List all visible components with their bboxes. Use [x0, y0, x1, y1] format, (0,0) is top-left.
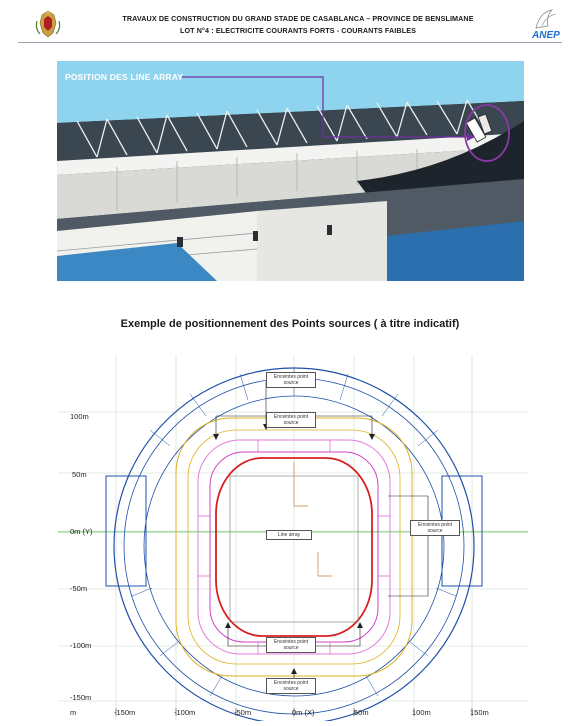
x-axis-label-m: m: [70, 708, 77, 717]
x-axis-label-100: 100m: [412, 708, 431, 717]
x-axis-label-minus100: -100m: [174, 708, 196, 717]
x-axis-label-minus50: -50m: [234, 708, 252, 717]
x-axis-label-0: 0m (X): [292, 708, 315, 717]
y-axis-label-100: 100m: [70, 412, 89, 421]
stadium-roof-rendering: [57, 61, 524, 281]
line-array-position-label: POSITION DES LINE ARRAY: [65, 72, 184, 82]
coat-of-arms-logo: [34, 9, 62, 39]
page-header: [18, 6, 562, 43]
callout-point-source-bottom1: Enceintes point source: [266, 637, 316, 653]
callout-point-source-bottom2: Enceintes point source: [266, 678, 316, 694]
x-axis-label-50: 50m: [354, 708, 369, 717]
callout-point-source-top2: Enceintes point source: [266, 412, 316, 428]
x-axis-label-150: 150m: [470, 708, 489, 717]
anep-emblem-icon: [522, 8, 570, 30]
y-axis-label-minus100: -100m: [70, 641, 92, 650]
y-axis-label-minus150: -150m: [70, 693, 92, 702]
callout-point-source-top1: Enceintes point source: [266, 372, 316, 388]
anep-logo-text: ANEP: [532, 30, 560, 41]
header-title-line1: TRAVAUX DE CONSTRUCTION DU GRAND STADE DE CASABLANCA – PROVINCE DE BENSLIMANE: [122, 14, 474, 23]
callout-line-array: Line array: [266, 530, 312, 540]
figure-caption: Exemple de positionnement des Points sources ( à titre indicatif): [120, 318, 460, 330]
header-title-line2: LOT N°4 : ELECTRICITE COURANTS FORTS - COURANTS FAIBLES: [180, 26, 416, 35]
roof-structure-illustration: [57, 61, 524, 281]
y-axis-label-0: 0m (Y): [70, 527, 93, 536]
callout-point-source-right: Enceintes point source: [410, 520, 460, 536]
x-axis-label-minus150: -150m: [114, 708, 136, 717]
y-axis-label-minus50: -50m: [70, 584, 88, 593]
y-axis-label-50: 50m: [72, 470, 87, 479]
anep-logo: [522, 8, 570, 42]
